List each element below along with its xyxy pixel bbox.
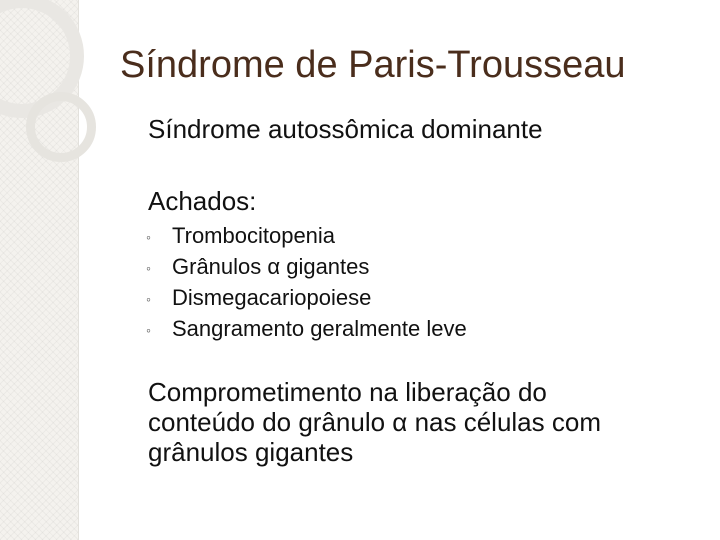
bullet-text: Comprometimento na liberação do conteúdo do grânulo α nas células com grânulos gigantes	[148, 377, 601, 467]
sub-bullet-item	[146, 282, 467, 313]
decorative-ring-small	[26, 92, 96, 162]
bullet-item-2	[130, 186, 256, 216]
sub-bullet-text: Grânulos α gigantes	[172, 254, 370, 279]
sub-bullet-text: Sangramento geralmente leve	[172, 316, 467, 341]
sub-bullet-text: Trombocitopenia	[172, 223, 336, 248]
bullet-text: Achados:	[148, 186, 257, 216]
circle-marker-icon: ◦	[146, 259, 151, 276]
sub-bullet-item	[146, 313, 467, 344]
sub-bullet-item	[146, 220, 467, 251]
sub-bullet-list	[146, 220, 467, 344]
bullet-text: Síndrome autossômica dominante	[148, 114, 543, 144]
bullet-item-3	[130, 377, 670, 467]
circle-marker-icon: ◦	[146, 321, 151, 338]
sub-bullet-text: Dismegacariopoiese	[172, 285, 372, 310]
sub-bullet-item	[146, 251, 467, 282]
circle-marker-icon: ◦	[146, 290, 151, 307]
decorative-left-band	[0, 0, 79, 540]
slide-title: Síndrome de Paris-Trousseau	[120, 44, 626, 86]
circle-marker-icon: ◦	[146, 228, 151, 245]
bullet-item-1	[130, 114, 543, 144]
